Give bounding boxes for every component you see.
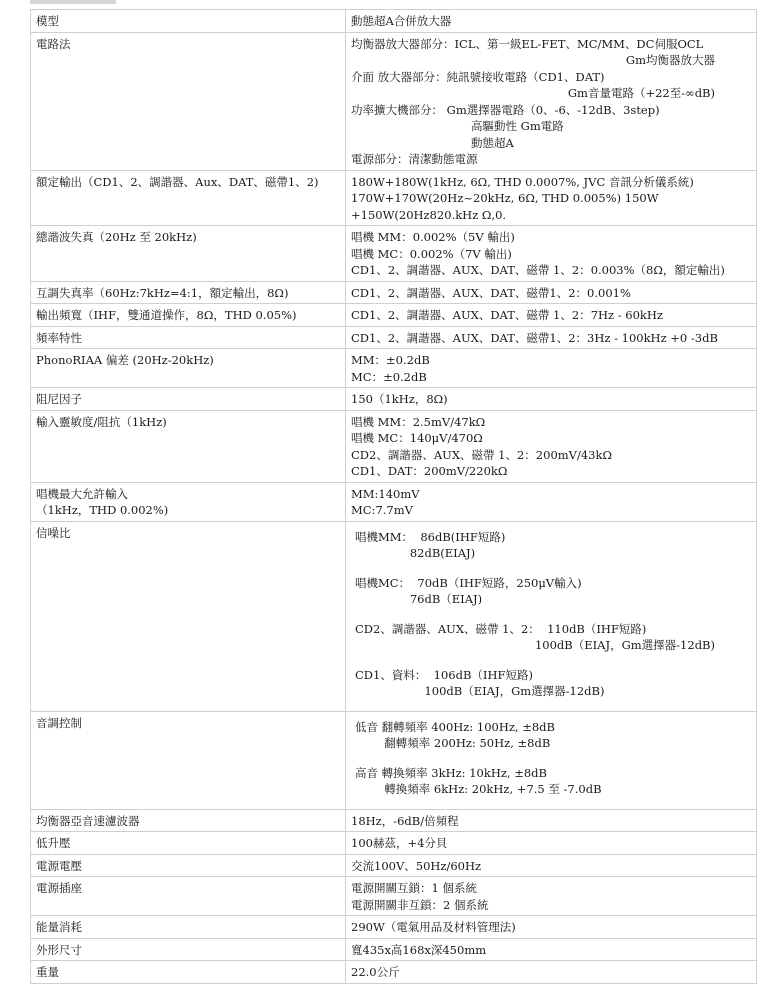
spec-label (31, 388, 346, 411)
spec-label-text: 能量消耗 (36, 920, 82, 934)
spec-value-line: 高音 轉換頻率 3kHz: 10kHz, ±8dB (355, 765, 547, 780)
spec-label (31, 854, 346, 877)
spec-value (346, 482, 757, 521)
spec-value-line: 180W+180W(1kHz, 6Ω, THD 0.0007%, JVC 音訊分析儀系統) (351, 174, 694, 189)
snr-group (351, 571, 751, 608)
spec-row (31, 304, 757, 327)
spec-label (31, 10, 346, 33)
spec-value (346, 938, 757, 961)
spec-value (346, 326, 757, 349)
spec-value-line: 高驅動性 Gm電路 (471, 119, 564, 133)
snr-group (351, 525, 751, 562)
spec-value-line: CD1、DAT：200mV/220kΩ (351, 464, 508, 478)
tone-group (351, 715, 751, 752)
spec-label-text: 額定輸出（CD1、2、調諧器、Aux、DAT、磁帶1、2) (36, 174, 319, 189)
spec-label-text: （1kHz，THD 0.002%) (36, 503, 169, 517)
spec-value-line: 唱機 MC：0.002%（7V 輸出) (351, 246, 512, 261)
spec-value (346, 410, 757, 482)
spec-value (346, 10, 757, 33)
spec-label-text: 電源插座 (36, 881, 82, 895)
spec-label (31, 809, 346, 832)
spec-value (346, 854, 757, 877)
spec-row (31, 349, 757, 388)
top-tab-decoration (30, 0, 116, 4)
spec-row (31, 32, 757, 170)
spec-value-line: 動態超A (471, 135, 514, 150)
spec-value-line: 翻轉頻率 200Hz: 50Hz, ±8dB (355, 736, 551, 750)
spec-value-line: MC：±0.2dB (351, 369, 427, 384)
spec-value-line: 82dB(EIAJ) (355, 546, 476, 560)
spec-label (31, 482, 346, 521)
spec-value (346, 349, 757, 388)
spec-row (31, 916, 757, 939)
snr-group (351, 663, 751, 709)
spec-value (346, 916, 757, 939)
spec-value-line: CD1、資料： 106dB（IHF短路) (355, 667, 533, 682)
spec-label-text: 重量 (36, 965, 59, 979)
spec-value-line: 18Hz，-6dB/倍頻程 (351, 813, 459, 828)
spec-label-text: 唱機最大允許輸入 (36, 486, 128, 501)
spec-value-line: 100dB（EIAJ，Gm選擇器-12dB) (534, 638, 715, 652)
snr-group (351, 617, 751, 654)
spec-value-line: 低音 翻轉頻率 400Hz: 100Hz, ±8dB (355, 719, 555, 734)
spec-table (30, 9, 757, 984)
spec-value-line: 動態超A合併放大器 (351, 14, 452, 28)
spec-value-line: MM：±0.2dB (351, 353, 430, 367)
spec-value (346, 961, 757, 984)
spec-value (346, 832, 757, 855)
spec-value-line: 100赫茲，+4分貝 (351, 836, 448, 850)
spec-label-text: 頻率特性 (36, 330, 82, 345)
spec-value-line: 寬435x高168x深450mm (351, 942, 487, 957)
spec-row (31, 938, 757, 961)
spec-value-line: 唱機 MM：0.002%（5V 輸出) (351, 230, 515, 244)
spec-row (31, 10, 757, 33)
spec-value (346, 877, 757, 916)
spec-label-text: 低升壓 (36, 836, 71, 850)
spec-value (346, 226, 757, 282)
spec-value-line: 電源開關非互鎖：2 個系統 (351, 897, 489, 912)
spec-value-line: 唱機MM： 86dB(IHF短路) (355, 529, 506, 544)
spec-value-line: 轉換頻率 6kHz: 20kHz, +7.5 至 -7.0dB (355, 782, 602, 796)
spec-label-text: 均衡器亞音速濾波器 (36, 813, 140, 828)
spec-value-line: CD2、調諧器、AUX、磁帶 1、2：200mV/43kΩ (351, 447, 612, 462)
spec-value-line: 22.0公斤 (351, 965, 400, 979)
spec-label (31, 349, 346, 388)
spec-value-line: 150（1kHz，8Ω) (351, 392, 448, 406)
spec-value-line: 交流100V、50Hz/60Hz (351, 858, 482, 873)
spec-label-text: 總諧波失真（20Hz 至 20kHz) (36, 230, 197, 244)
spec-label-text: 模型 (36, 14, 59, 28)
spec-label (31, 410, 346, 482)
spec-value (346, 170, 757, 226)
spec-value-line: 均衡器放大器部分：ICL、第一級EL-FET、MC/MM、DC伺服OCL (351, 36, 704, 51)
spec-row (31, 170, 757, 226)
snr-row (31, 521, 757, 711)
spec-label-text: 輸出頻寬（IHF，雙通道操作，8Ω，THD 0.05%) (36, 308, 297, 322)
spec-value-line: 唱機 MC：140μV/470Ω (351, 431, 483, 445)
spec-label (31, 916, 346, 939)
spec-value (346, 809, 757, 832)
spec-value-line: Gm音量電路（+22至-∞dB) (567, 86, 715, 100)
spec-row (31, 832, 757, 855)
spec-value-line: 介面 放大器部分：純訊號接收電路（CD1、DAT) (351, 69, 605, 84)
spec-value-line: 100dB（EIAJ，Gm選擇器-12dB) (355, 684, 605, 698)
spec-value-line: 功率擴大機部分： Gm選擇器電路（0、-6、-12dB、3step) (351, 102, 660, 117)
spec-label (31, 304, 346, 327)
tone-row (31, 711, 757, 809)
spec-value (346, 521, 757, 711)
spec-row (31, 854, 757, 877)
spec-label-text: 互調失真率（60Hz:7kHz=4:1，額定輸出，8Ω) (36, 285, 289, 300)
spec-label: 音調控制 (31, 711, 346, 809)
spec-value-line: 290W（電氣用品及材料管理法) (351, 920, 516, 934)
spec-label-text: 外形尺寸 (36, 942, 82, 957)
spec-row (31, 877, 757, 916)
spec-value (346, 388, 757, 411)
spec-value-line: CD1、2、調諧器、AUX、DAT、磁帶1、2：0.001% (351, 285, 631, 300)
spec-value-line: 電源開關互鎖：1 個系統 (351, 881, 477, 895)
spec-value-line: CD1、2、調諧器、AUX、DAT、磁帶 1、2：0.003%（8Ω，額定輸出) (351, 263, 725, 277)
spec-row (31, 809, 757, 832)
spec-label (31, 961, 346, 984)
spec-label (31, 832, 346, 855)
spec-value (346, 281, 757, 304)
spec-value-line: Gm均衡器放大器 (625, 53, 715, 67)
spec-value (346, 32, 757, 170)
spec-label-text: 阻尼因子 (36, 392, 82, 406)
spec-label-text: PhonoRIAA 偏差 (20Hz-20kHz) (36, 353, 214, 367)
spec-row (31, 961, 757, 984)
spec-row (31, 410, 757, 482)
spec-label (31, 938, 346, 961)
tone-group (351, 761, 751, 807)
spec-value-line: MC:7.7mV (351, 503, 413, 517)
spec-value-line: 170W+170W(20Hz~20kHz, 6Ω, THD 0.005%) 150W (351, 191, 659, 205)
spec-value (346, 304, 757, 327)
spec-value-line: CD2、調諧器、AUX、磁帶 1、2： 110dB（IHF短路) (355, 621, 647, 636)
spec-value (346, 711, 757, 809)
spec-label (31, 32, 346, 170)
spec-label (31, 170, 346, 226)
spec-label: 信噪比 (31, 521, 346, 711)
spec-value-line: 唱機MC： 70dB（IHF短路，250μV輸入) (355, 575, 582, 590)
spec-value-line: 唱機 MM：2.5mV/47kΩ (351, 414, 486, 429)
spec-label-text: 輸入靈敏度/阻抗（1kHz) (36, 414, 167, 429)
spec-label (31, 281, 346, 304)
spec-label-text: 電源電壓 (36, 858, 82, 873)
spec-value-line: +150W(20Hz820.kHz Ω,0. (351, 207, 507, 222)
spec-label (31, 226, 346, 282)
spec-value-line: MM:140mV (351, 486, 420, 501)
spec-label-text: 電路法 (36, 36, 71, 51)
spec-value-line: CD1、2、調諧器、AUX、DAT、磁帶 1、2：7Hz - 60kHz (351, 308, 663, 322)
spec-value-line: 76dB（EIAJ) (355, 592, 483, 606)
spec-value-line: 電源部分：清潔動態電源 (351, 152, 478, 166)
spec-row (31, 326, 757, 349)
spec-row (31, 482, 757, 521)
spec-row (31, 281, 757, 304)
spec-label (31, 326, 346, 349)
spec-row (31, 388, 757, 411)
spec-row (31, 226, 757, 282)
spec-value-line: CD1、2、調諧器、AUX、DAT、磁帶1、2：3Hz - 100kHz +0 -3dB (351, 330, 718, 345)
spec-label (31, 877, 346, 916)
